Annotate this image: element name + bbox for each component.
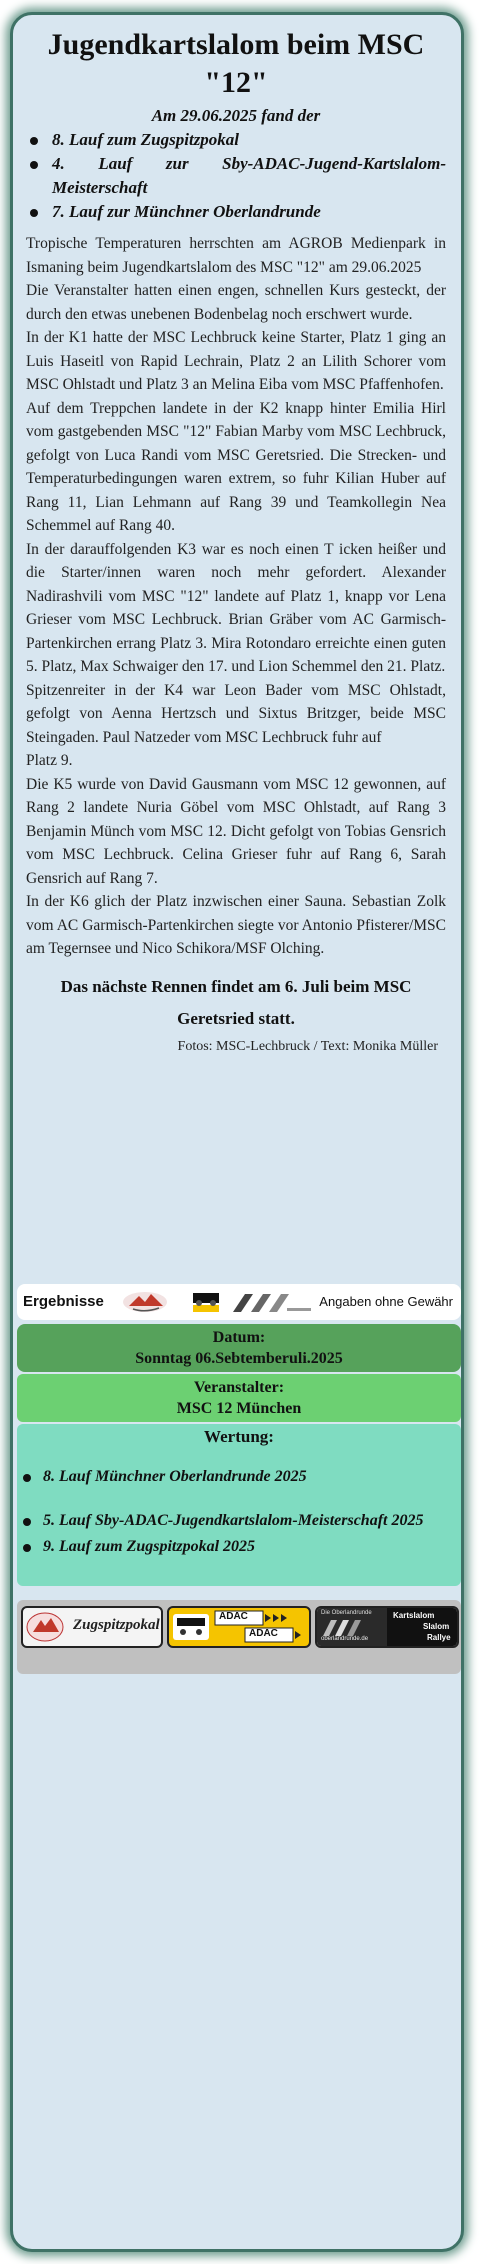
kart-word-2: Slalom <box>423 1622 450 1631</box>
rating-item: 9. Lauf zum Zugspitzpokal 2025 <box>17 1536 461 1558</box>
adac-link[interactable] <box>167 1606 311 1648</box>
next-race-note: Das nächste Rennen findet am 6. Juli beim MSC Geretsried statt. <box>60 976 412 1028</box>
oberlandrunde-link[interactable] <box>315 1606 459 1648</box>
kart-word-3: Rallye <box>427 1633 451 1642</box>
rating-item: 8. Lauf Münchner Oberlandrunde 2025 <box>17 1466 461 1488</box>
paragraph: In der K1 hatte der MSC Lechbruck keine Starter, Platz 1 ging an Luis Haseitl von Rapid Lechrain, Platz 2 an Lilith Schorer vom MSC Ohlstadt und Platz 3 an Melina Eiba vom MSC Pfaffenhofen. <box>26 329 446 393</box>
rating-label: Wertung: <box>204 1427 274 1446</box>
oberland-panel <box>317 1608 387 1646</box>
oberland-logo-icon <box>229 1288 313 1316</box>
oberland-url: oberlandrunde.de <box>321 1636 369 1642</box>
series-item: 4. Lauf zur Sby-ADAC-Jugend-Kartslalom-Meisterschaft <box>26 152 446 200</box>
zugspitz-wordmark: Zugspitzpokal <box>73 1617 160 1633</box>
series-item: 8. Lauf zum Zugspitzpokal <box>26 128 446 152</box>
kart-word-1: Kartslalom <box>393 1611 435 1620</box>
zugspitz-logo[interactable] <box>115 1288 177 1316</box>
organizer-box <box>17 1374 461 1422</box>
zugspitz-logo-icon <box>115 1288 177 1316</box>
adac-label-bottom: ADAC <box>249 1628 278 1639</box>
date-label: Datum: <box>212 1329 266 1346</box>
paragraph: Platz 9. <box>26 752 73 769</box>
adac-label-top: ADAC <box>219 1611 248 1622</box>
paragraph: In der K6 glich der Platz inzwischen einer Sauna. Sebastian Zolk vom AC Garmisch-Partenkirchen siegte vor Antonio Pfisterer/MSC am Tegernsee und Nico Schikora/MSF Olching. <box>26 893 446 957</box>
paragraph: Spitzenreiter in der K4 war Leon Bader vom MSC Ohlstadt, gefolgt von Aenna Hertzsch und Sixtus Britzger, beide MSC Steingaden. Paul Natzeder vom MSC Lechbruck fuhr auf <box>26 681 446 746</box>
date-box <box>17 1324 461 1372</box>
disclaimer: Angaben ohne Gewähr <box>319 1294 453 1309</box>
series-list <box>26 128 446 224</box>
series-item: 7. Lauf zur Münchner Oberlandrunde <box>26 200 446 224</box>
photo-credits: Fotos: MSC-Lechbruck / Text: Monika Müller <box>177 1038 438 1054</box>
paragraph: Die Veranstalter hatten einen engen, schnellen Kurs gesteckt, der durch den etwas unebenen Bodenbelag noch erschwert wurde. <box>26 282 446 323</box>
kartslalom-panel <box>387 1608 457 1646</box>
date-value: Sonntag 06.Sebtemberuli.2025 <box>135 1350 343 1367</box>
paragraph: Die K5 wurde von David Gausmann vom MSC 12 gewonnen, auf Rang 2 landete Nuria Göbel vom MSC Ohlstadt, auf Rang 3 Benjamin Münch vom MSC 12. Dicht gefolgt von Tobias Gensrich vom MSC Lechbruck. Celina Grieser fuhr auf Rang 6, Sarah Gensrich auf Rang 7. <box>26 775 446 887</box>
paragraph: Auf dem Treppchen landete in der K2 knapp hinter Emilia Hirl vom gastgebenden MSC "12" Fabian Marby vom MSC Lechbruck, gefolgt von Luca Randi vom MSC Geretsried. Die Strecken- und Temperaturbedingungen waren extrem, so fuhr Kilian Huber auf Rang 11, Lian Lehmann auf Rang 39 und Teamkollegin Nea Schemmel auf Rang 40. <box>26 399 446 534</box>
results-link[interactable]: Ergebnisse <box>23 1293 104 1310</box>
sponsor-strip <box>17 1600 461 1674</box>
article <box>26 26 446 1055</box>
zugspitzpokal-link[interactable] <box>21 1606 163 1648</box>
rating-list <box>17 1466 461 1558</box>
paragraph: In der darauffolgenden K3 war es noch einen T icken heißer und die Starter/innen waren noch mehr gefordert. Alexander Nadirashvili vom MSC "12" landete auf Platz 1, knapp vor Lena Grieser vom MSC Lechbruck. Brian Gräber vom AC Garmisch-Partenkirchen errang Platz 3. Mira Rotondaro erreichte einen guten 5. Platz, Max Schwaiger den 17. und Lion Schemmel den 21. Platz. <box>26 540 446 675</box>
organizer-label: Veranstalter: <box>193 1379 285 1396</box>
article-subhead: Am 29.06.2025 fand der <box>151 106 321 125</box>
article-body <box>26 232 446 961</box>
rating-item: 5. Lauf Sby-ADAC-Jugendkartslalom-Meisterschaft 2025 <box>17 1510 461 1532</box>
rating-box <box>17 1424 461 1586</box>
paragraph: Tropische Temperaturen herrschten am AGROB Medienpark in Ismaning beim Jugendkartslalom des MSC "12" am 29.06.2025 <box>26 235 446 276</box>
article-title: Jugendkartslalom beim MSC "12" <box>47 28 425 99</box>
oberlandrunde-logo[interactable] <box>229 1288 313 1316</box>
oberland-caption: Die Oberlandrunde <box>321 1610 372 1616</box>
organizer-value: MSC 12 München <box>176 1400 302 1417</box>
kart-logo-icon <box>191 1288 221 1316</box>
adac-jugend-logo[interactable] <box>191 1288 221 1316</box>
results-bar[interactable] <box>17 1284 461 1320</box>
